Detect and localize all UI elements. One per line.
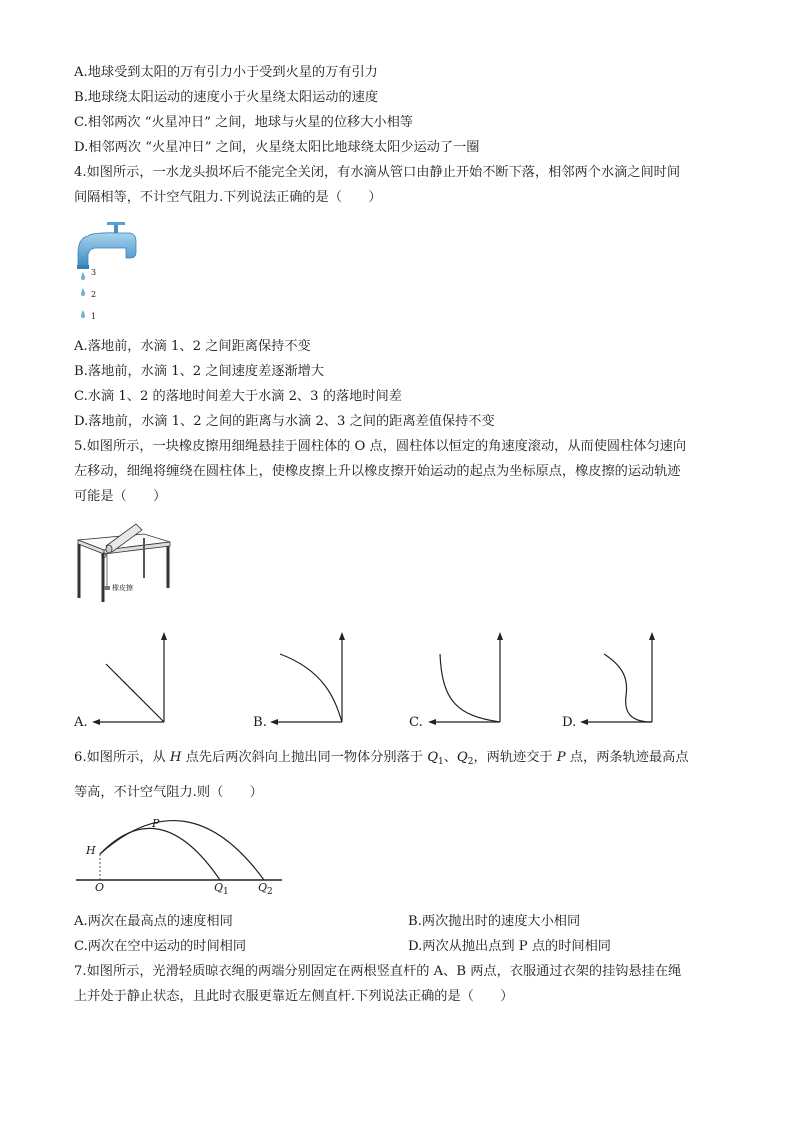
graph-option-d xyxy=(580,632,660,724)
projectile-figure xyxy=(76,812,286,898)
q4-option-d: D.落地前，水滴 1、2 之间的距离与水滴 2、3 之间的距离差值保持不变 xyxy=(74,414,495,429)
q7-stem-line1: 7.如图所示，光滑轻质晾衣绳的两端分别固定在两根竖直杆的 A、B 两点，衣服通过衣架的挂钩悬挂在绳 xyxy=(74,964,682,979)
faucet-figure xyxy=(74,218,144,328)
q6-stem-h: H xyxy=(169,750,182,765)
q5-stem-line3: 可能是（ ） xyxy=(74,489,167,504)
q5-stem-line2: 左移动，细绳将缠绕在圆柱体上，使橡皮擦上升以橡皮擦开始运动的起点为坐标原点，橡皮擦的运动轨迹 xyxy=(74,464,681,479)
q6-stem-mid1: 点先后两次斜向上抛出同一物体分别落于 xyxy=(181,750,428,765)
q4-option-c: C.水滴 1、2 的落地时间差大于水滴 2、3 的落地时间差 xyxy=(74,389,402,404)
q3-option-d: D.相邻两次 “火星冲日” 之间，火星绕太阳比地球绕太阳少运动了一圈 xyxy=(74,140,480,155)
q5-option-b-label: B. xyxy=(253,715,267,730)
q6-stem-mid2: ，两轨迹交于 xyxy=(473,750,557,765)
q6-stem-line2: 等高，不计空气阻力.则（ ） xyxy=(74,785,263,800)
q6-stem-sub2: 2 xyxy=(467,757,474,767)
q4-stem-line2: 间隔相等，不计空气阻力.下列说法正确的是（ ） xyxy=(74,190,382,205)
q5-option-d-label: D. xyxy=(562,715,577,730)
q4-stem-line1: 4.如图所示，一水龙头损坏后不能完全关闭，有水滴从管口由静止开始不断下落，相邻两个水滴之间时间 xyxy=(74,165,681,180)
drop-2 xyxy=(81,288,85,296)
drop-label-1: 1 xyxy=(91,312,97,321)
label-o: O xyxy=(95,881,105,894)
label-q1-text: Q xyxy=(214,881,224,894)
graph-option-c xyxy=(428,632,508,724)
q6-stem-line1 xyxy=(74,749,689,771)
q6-option-a: A.两次在最高点的速度相同 xyxy=(74,914,233,929)
q4-option-a: A.落地前，水滴 1、2 之间距离保持不变 xyxy=(74,339,311,354)
graph-option-a xyxy=(92,632,172,724)
label-q2 xyxy=(258,882,273,898)
q5-option-c-label: C. xyxy=(409,715,423,730)
q6-stem-q2: Q xyxy=(456,750,468,765)
q6-stem-sub1: 1 xyxy=(438,757,444,767)
label-q2-sub: 2 xyxy=(267,887,273,897)
q6-option-c: C.两次在空中运动的时间相同 xyxy=(74,939,247,954)
q6-stem-sep: 、 xyxy=(443,750,457,765)
drop-3 xyxy=(81,272,85,280)
label-q2-text: Q xyxy=(258,881,268,894)
q6-option-b: B.两次抛出时的速度大小相同 xyxy=(408,914,581,929)
q3-option-c: C.相邻两次 “火星冲日” 之间，地球与火星的位移大小相等 xyxy=(74,115,413,130)
q6-option-d: D.两次从抛出点到 P 点的时间相同 xyxy=(408,939,611,954)
q5-option-a-label: A. xyxy=(74,715,88,730)
figure-point-o-label: O xyxy=(101,552,107,560)
q3-option-b: B.地球绕太阳运动的速度小于火星绕太阳运动的速度 xyxy=(74,90,379,105)
q4-option-b: B.落地前，水滴 1、2 之间速度差逐渐增大 xyxy=(74,364,325,379)
label-q1-sub: 1 xyxy=(223,887,229,897)
q6-stem-suffix: 点，两条轨迹最高点 xyxy=(565,750,689,765)
q6-stem-q1: Q xyxy=(427,750,438,765)
label-p: P xyxy=(152,817,160,830)
figure-eraser-label: 橡皮擦 xyxy=(112,584,133,592)
label-q1 xyxy=(214,882,229,898)
drop-1 xyxy=(81,310,85,318)
label-h: H xyxy=(86,844,96,857)
drop-label-2: 2 xyxy=(91,290,97,299)
q6-stem-p: P xyxy=(556,750,566,765)
q5-stem-line1: 5.如图所示，一块橡皮擦用细绳悬挂于圆柱体的 O 点，圆柱体以恒定的角速度滚动，从而使圆柱体匀速向 xyxy=(74,439,687,454)
q7-stem-line2: 上并处于静止状态，且此时衣服更靠近左侧直杆.下列说法正确的是（ ） xyxy=(74,989,514,1004)
graph-option-b xyxy=(270,632,350,724)
drop-label-3: 3 xyxy=(91,268,97,277)
q6-stem-prefix: 6.如图所示，从 xyxy=(74,750,170,765)
q3-option-a: A.地球受到太阳的万有引力小于受到火星的万有引力 xyxy=(74,65,378,80)
